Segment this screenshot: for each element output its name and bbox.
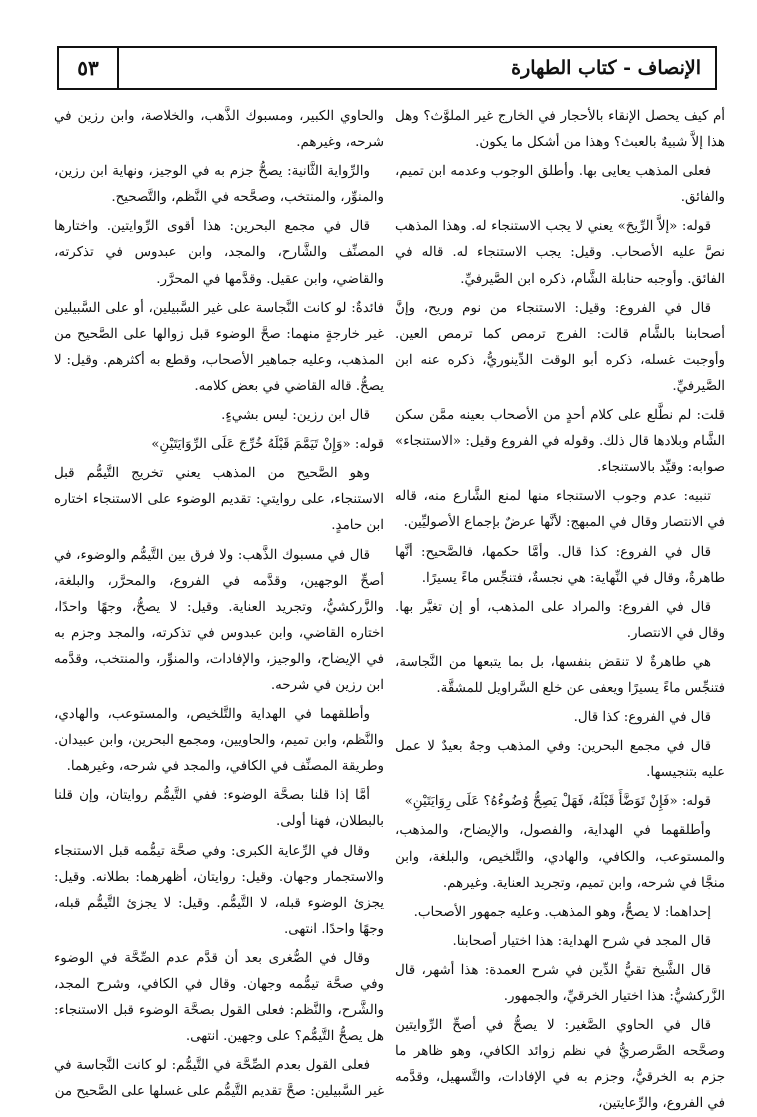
paragraph: قوله: «فَإِنْ تَوَضَّأَ قَبْلَهُ، فَهَلْ يَصِحُّ وُضُوءُهُ؟ عَلَى رِوَايَتَيْنِ»: [404, 794, 711, 810]
paragraph: وأطلقهما في الهداية والتَّلخيص، والمستوعب، والهادي، والنَّظم، وابن تميم، والحاويين، ومجمع البحرين، وابن عبيدان. وطريقة المصنِّف في الكافي، والمجد في شرحه، وغيرهما.: [54, 707, 384, 775]
right-text-column: [395, 104, 725, 1112]
paragraph: إحداهما: لا يصحُّ، وهو المذهب. وعليه جمهور الأصحاب.: [413, 904, 711, 920]
paragraph: فائدةٌ: لو كانت النَّجاسة على غير السَّبيلين، أو على السَّبيلين غير خارجةٍ منهما: صحَّ الوضوء قبل زوالها على الصَّحيح من المذهب، وعليه جماهير الأصحاب، وقطع به أكثرهم. وقيل: لا يصحُّ. قاله القاضي في بعض كلامه.: [54, 300, 384, 394]
paragraph: وأطلقهما في الهداية، والفصول، والإيضاح، والمذهب، والمستوعب، والكافي، والهادي، والتَّلخيص، والبلغة، وابن منجَّا في شرحه، وابن تميم، وتجريد العناية. وغيرهم.: [395, 823, 725, 891]
paragraph: وهو الصَّحيح من المذهب يعني تخريج التَّيمُّم قبل الاستنجاء، على روايتي: تقديم الوضوء على الاستنجاء اختاره ابن حامدٍ.: [54, 466, 384, 534]
paragraph: أمَّا إذا قلنا بصحَّة الوضوء: ففي التَّيمُّم روايتان، وإن قلنا بالبطلان، فهنا أولى.: [54, 788, 384, 830]
paragraph: قال في الحاوي الصَّغير: لا يصحُّ في أصحِّ الرِّوايتين وصحَّحه الصَّرصريُّ في نظم زوائد الكافي، وهو ظاهر ما جزم به الخرقيُّ، وجزم به في الإفادات، والتَّسهيل، وقدَّمه في الفروع، والرِّعايتين،: [395, 1018, 725, 1112]
paragraph: قوله: «وَإِنْ تَيَمَّمَ قَبْلَهُ خُرِّجَ عَلَى الرِّوَايَتَيْنِ»: [151, 437, 384, 453]
paragraph: قال في الفروع: كذا قال. وأمَّا حكمها، فالصَّحيح: أنَّها طاهرةٌ، وقال في النِّهاية: هي نجسةٌ، فتنجِّس ماءً يسيرًا.: [395, 544, 725, 586]
paragraph: أم كيف يحصل الإنقاء بالأحجار في الخارج غير الملوَّث؟ وهل هذا إلاَّ شبيهٌ بالعبث؟ وهذا من أشكل ما يكون.: [395, 109, 725, 151]
header-title: الإنصاف - كتاب الطهارة: [511, 57, 701, 79]
paragraph: فعلى القول بعدم الصِّحَّة في التَّيمُّم: لو كانت النَّجاسة في غير السَّبيلين: صحَّ تقديم التَّيمُّم على غسلها على الصَّحيح من: [54, 1058, 384, 1100]
paragraph: وقال في الصُّغرى بعد أن قدَّم عدم الصِّحَّة في الوضوء وفي صحَّة تيمُّمه وجهان. وقال في الكافي، وشرح المجد، والشَّرح، والنَّظم: فعلى القول بصحَّة الوضوء قبل الاستنجاء: هل يصحُّ التَّيمُّم؟ على وجهين. انتهى.: [54, 950, 384, 1045]
running-header: [57, 46, 717, 90]
paragraph: قال في الفروع: وقيل: الاستنجاء من نوم وريح، وإنَّ أصحابنا بالشَّام قالت: الفرج ترمص كما ترمص العين. وأوجبت غسله، ذكره أبو الوقت الدِّينوريُّ، ذكره عنه ابن الصَّيرفيِّ.: [395, 300, 725, 394]
paragraph: قال في مجمع البحرين: وفي المذهب وجهٌ بعيدٌ لا عمل عليه بتنجيسها.: [395, 739, 725, 781]
paragraph: تنبيه: عدم وجوب الاستنجاء منها لمنع الشَّارع منه، قاله في الانتصار وقال في المبهج: لأنَّها عرضٌ بإجماع الأصوليِّين.: [395, 489, 725, 531]
paragraph: قال في الفروع: والمراد على المذهب، أو إن تغيَّر بها. وقال في الانتصار.: [395, 599, 725, 641]
left-text-column: [54, 104, 384, 1099]
paragraph: قال ابن رزين: ليس بشيءٍ.: [221, 408, 370, 424]
header-divider: [117, 48, 119, 88]
paragraph: قلت: لم نطَّلع على كلام أحدٍ من الأصحاب بعينه ممَّن سكن الشَّام وبلادها قال ذلك. وقوله في الفروع وقيل: «الاستنجاء» صوابه: وقيِّد بالاستنجاء.: [395, 408, 725, 476]
paragraph: فعلى المذهب يعايى بها. وأطلق الوجوب وعدمه ابن تميم، والفائق.: [395, 164, 725, 206]
paragraph: والحاوي الكبير، ومسبوك الذَّهب، والخلاصة، وابن رزين في شرحه، وغيرهم.: [54, 109, 384, 151]
paragraph: وقال في الرِّعاية الكبرى: وفي صحَّة تيمُّمه قبل الاستنجاء والاستجمار وجهان. وقيل: روايتان، أظهرهما: بطلانه. وقيل: يجزئ الوضوء قبله، لا التَّيمُّم. وقيل: لا يجزئ التَّيمُّم قبله، وجهًا واحدًا. انتهى.: [54, 843, 384, 937]
paragraph: قال في مجمع البحرين: هذا أقوى الرِّوايتين. واختارها المصنِّف والشَّارح، والمجد، وابن عبدوس في تذكرته، والقاضي، وابن عقيل. وقدَّمها في المحرَّر.: [54, 219, 384, 287]
paragraph: قال المجد في شرح الهداية: هذا اختيار أصحابنا.: [452, 933, 711, 949]
paragraph: قال الشَّيخ تقيُّ الدِّين في شرح العمدة: هذا أشهر، قال الزَّركشيُّ: هذا اختيار الخرقيِّ، والجمهور.: [395, 962, 725, 1004]
paragraph: هي طاهرةٌ لا تنقض بنفسها، بل بما يتبعها من النَّجاسة، فتنجِّس ماءً يسيرًا ويعفى عن خلع السَّراويل للمشقَّة.: [395, 654, 725, 696]
paragraph: قال في مسبوك الذَّهب: ولا فرق بين التَّيمُّم والوضوء، في أصحِّ الوجهين، وقدَّمه في الفروع، والمحرَّر، والبلغة، والزَّركشيُّ، وتجريد العناية. وقيل: لا يصحُّ، وجهًا واحدًا، اختاره القاضي، وابن عبدوس في تذكرته، والمجد وجزم به في الإيضاح، والوجيز، والإفادات، والمنوِّر، والمنتخب، وقدَّمه ابن رزين في شرحه.: [54, 547, 384, 693]
paragraph: قال في الفروع: كذا قال.: [573, 710, 711, 726]
page-number: ٥٣: [77, 56, 99, 80]
paragraph: قوله: «إلاَّ الرِّيحَ» يعني لا يجب الاستنجاء له. وهذا المذهب نصَّ عليه الأصحاب. وقيل: يجب الاستنجاء له. قاله في الفائق. وأوجبه حنابلة الشَّام، ذكره ابن الصَّيرفيِّ.: [395, 219, 725, 287]
paragraph: والرِّواية الثَّانية: يصحُّ جزم به في الوجيز، ونهاية ابن رزين، والمنوِّر، والمنتخب، وصحَّحه في النَّظم، والتَّصحيح.: [54, 164, 384, 206]
